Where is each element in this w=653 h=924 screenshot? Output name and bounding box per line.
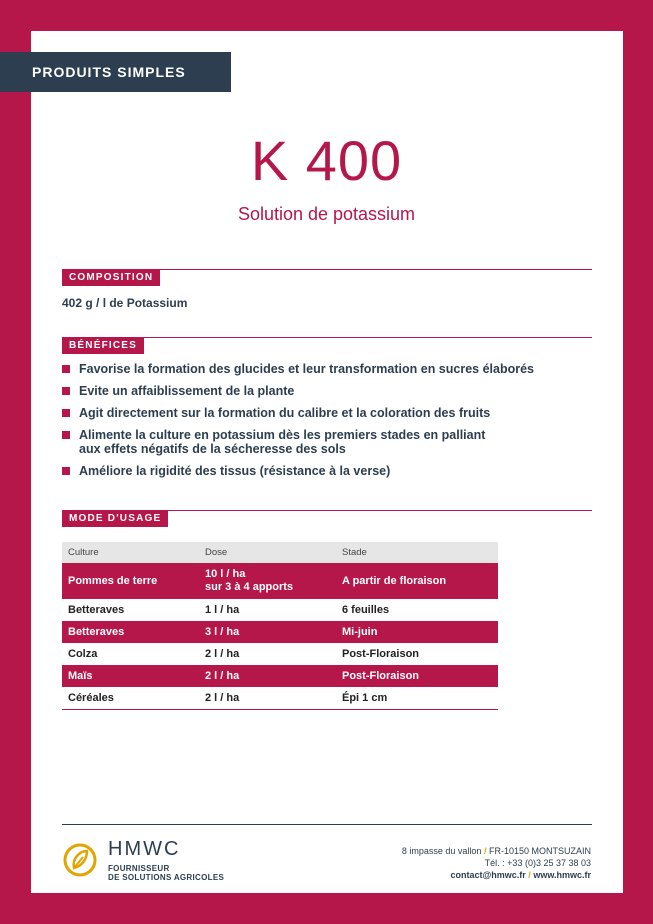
product-subtitle: Solution de potassium <box>237 204 416 224</box>
composition-text: 402 g / l de Potassium <box>62 296 188 310</box>
square-bullet-icon <box>62 409 70 417</box>
column-header-culture: Culture <box>62 542 199 563</box>
square-bullet-icon <box>62 365 70 373</box>
list-item: Favorise la formation des glucides et leur transformation en sucres élaborés <box>62 362 562 376</box>
table-row: Céréales 2 l / ha Épi 1 cm <box>62 687 498 709</box>
list-item: Alimente la culture en potassium dès les premiers stades en palliant aux effets négatifs de la sécheresse des sols <box>62 428 562 456</box>
brand-tagline: DE SOLUTIONS AGRICOLES <box>108 873 225 882</box>
table-header-row <box>62 542 498 563</box>
table-row: Betteraves 1 l / ha 6 feuilles <box>68 604 390 616</box>
square-bullet-icon <box>62 431 70 439</box>
usage-table <box>62 542 498 710</box>
table-row: Maïs 2 l / ha Post-Floraison <box>62 665 498 687</box>
product-name: K 400 <box>250 129 403 192</box>
list-item: Améliore la rigidité des tissus (résistance à la verse) <box>62 464 562 478</box>
address: 8 impasse du vallon / FR-10150 MONTSUZAIN <box>401 846 591 856</box>
email-link[interactable]: contact@hmwc.fr <box>450 870 526 880</box>
column-header-dose: Dose <box>199 542 336 563</box>
category-tag: PRODUITS SIMPLES <box>0 52 231 92</box>
square-bullet-icon <box>62 387 70 395</box>
usage-heading: MODE D'USAGE <box>62 510 168 527</box>
phone: Tél. : +33 (0)3 25 37 38 03 <box>484 858 591 868</box>
list-item: Evite un affaiblissement de la plante <box>62 384 562 398</box>
footer-divider <box>62 824 592 825</box>
table-row: Colza 2 l / ha Post-Floraison <box>68 648 420 660</box>
brand-name: HMWC <box>108 838 181 860</box>
website-link[interactable]: www.hmwc.fr <box>533 870 591 880</box>
benefits-list <box>62 362 562 486</box>
composition-heading: COMPOSITION <box>62 269 160 286</box>
table-row: Pommes de terre 10 l / ha sur 3 à 4 apports A partir de floraison <box>62 563 498 599</box>
brand-tagline: FOURNISSEUR <box>108 864 170 873</box>
square-bullet-icon <box>62 467 70 475</box>
benefits-heading: BÉNÉFICES <box>62 337 144 354</box>
column-header-stade: Stade <box>336 542 498 563</box>
contact-links: contact@hmwc.fr / www.hmwc.fr <box>450 870 591 880</box>
table-row: Betteraves 3 l / ha Mi-juin <box>62 621 498 643</box>
list-item: Agit directement sur la formation du calibre et la coloration des fruits <box>62 406 562 420</box>
leaf-logo-icon <box>62 842 98 878</box>
